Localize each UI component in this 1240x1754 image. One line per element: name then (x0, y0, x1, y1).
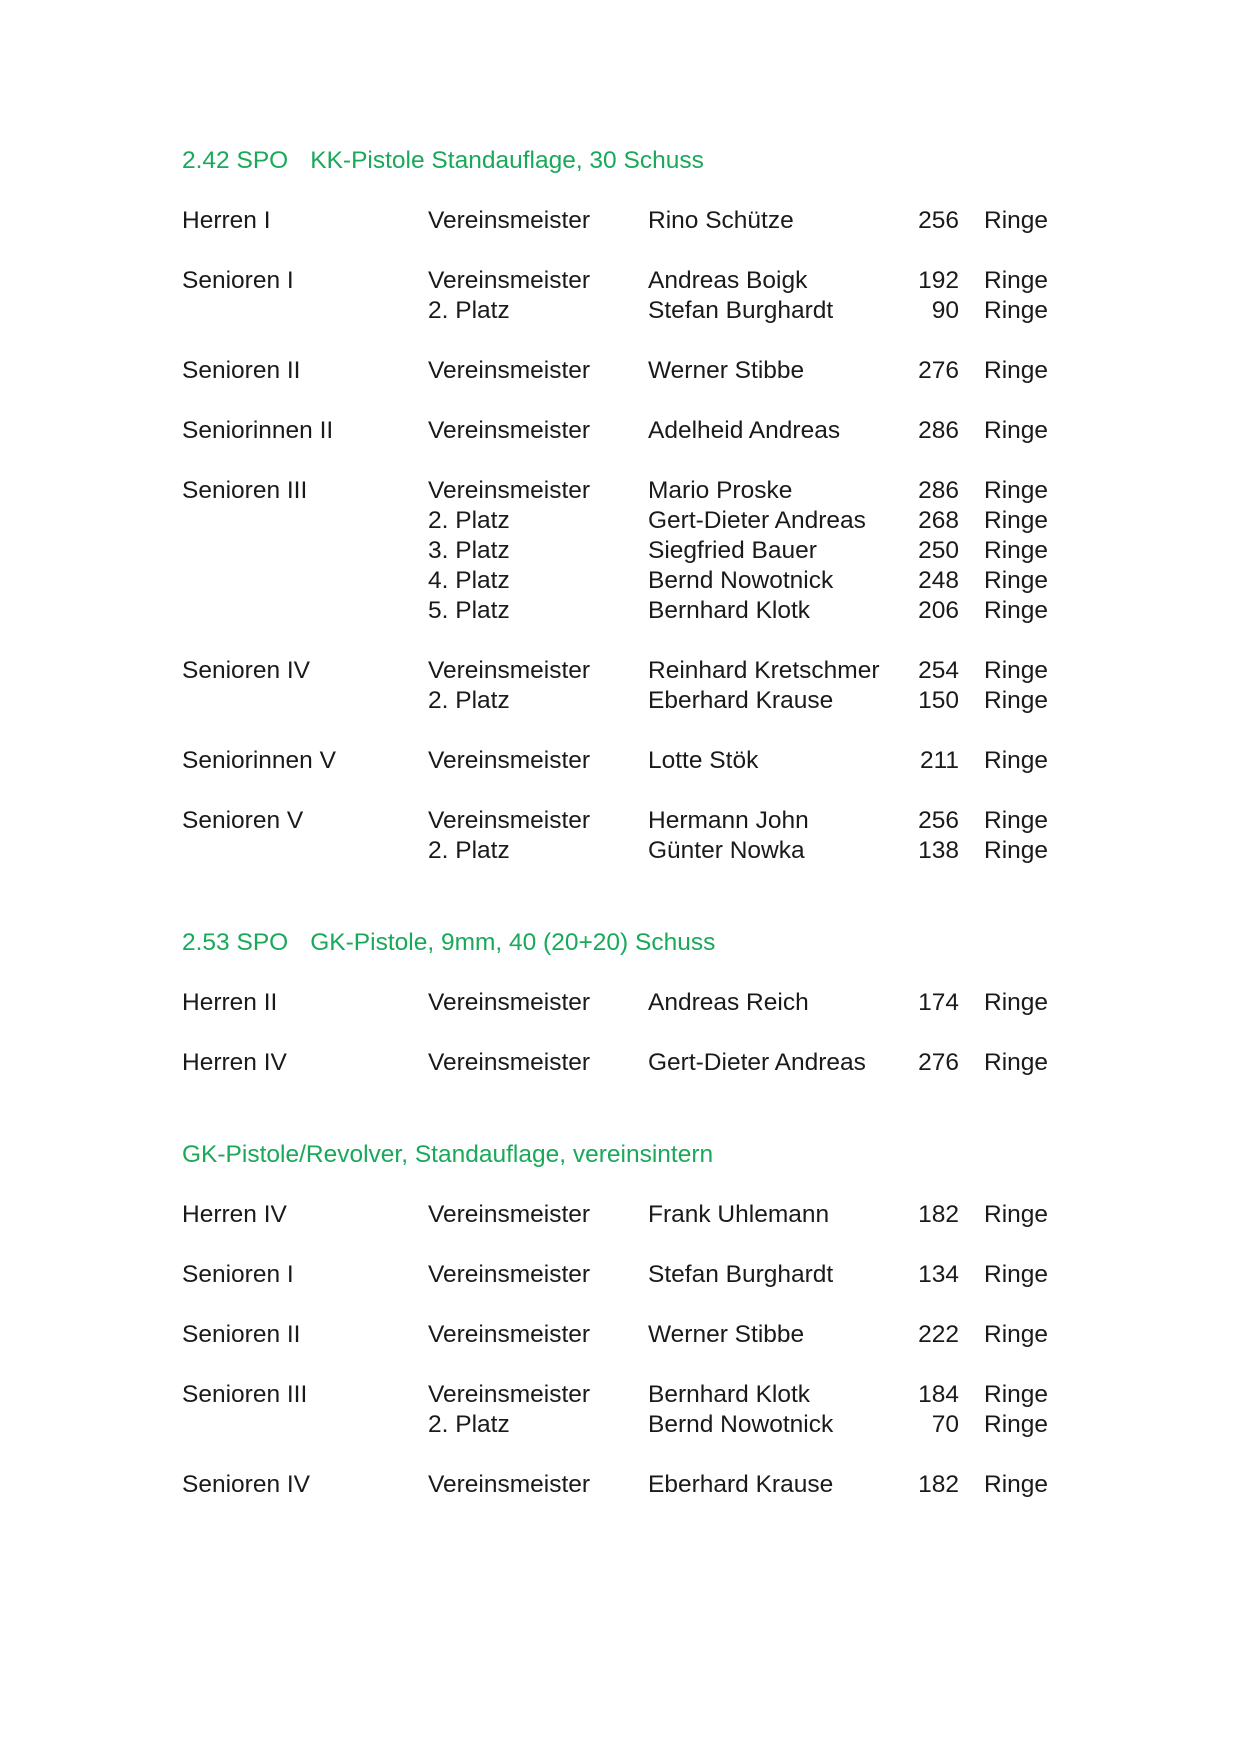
results-section (182, 146, 1082, 866)
shooter-name: Eberhard Krause (648, 687, 834, 714)
section-title (182, 146, 1082, 176)
class-label (182, 536, 428, 566)
class-label: Senioren I (182, 267, 294, 294)
score-unit: Ringe (984, 747, 1049, 774)
section-results (182, 1200, 1082, 1500)
placement: Vereinsmeister (428, 207, 591, 234)
score-unit: Ringe (984, 357, 1049, 384)
score-unit: Ringe (984, 1049, 1049, 1076)
result-row (182, 1320, 1082, 1350)
placement: 4. Platz (428, 567, 510, 594)
shooter-name: Bernhard Klotk (648, 1381, 811, 1408)
shooter-name: Andreas Reich (648, 989, 809, 1016)
score-value: 211 (919, 747, 959, 774)
class-label: Herren I (182, 207, 271, 234)
placement: Vereinsmeister (428, 1049, 591, 1076)
result-row (182, 536, 1082, 566)
result-row (182, 836, 1082, 866)
result-row (182, 356, 1082, 386)
class-group (182, 656, 1082, 716)
class-group (182, 1320, 1082, 1350)
section-results (182, 988, 1082, 1078)
shooter-name: Hermann John (648, 807, 809, 834)
score-value: 184 (918, 1381, 959, 1408)
section-name: GK-Pistole, 9mm, 40 (20+20) Schuss (310, 929, 716, 956)
result-row (182, 266, 1082, 296)
class-group (182, 416, 1082, 446)
score-value: 256 (918, 207, 959, 234)
section-code: 2.53 SPO (182, 929, 289, 956)
result-row (182, 988, 1082, 1018)
score-unit: Ringe (984, 507, 1049, 534)
class-label (182, 686, 428, 716)
result-row (182, 1048, 1082, 1078)
shooter-name: Eberhard Krause (648, 1471, 834, 1498)
class-group (182, 1380, 1082, 1440)
shooter-name: Bernd Nowotnick (648, 567, 834, 594)
score-value: 250 (918, 537, 959, 564)
score-unit: Ringe (984, 1471, 1049, 1498)
class-label (182, 506, 428, 536)
score-unit: Ringe (984, 267, 1049, 294)
result-row (182, 596, 1082, 626)
placement: 3. Platz (428, 537, 510, 564)
class-group (182, 476, 1082, 626)
class-group (182, 1470, 1082, 1500)
placement: 2. Platz (428, 687, 510, 714)
score-value: 90 (931, 297, 959, 324)
score-value: 138 (918, 837, 959, 864)
result-row (182, 566, 1082, 596)
shooter-name: Lotte Stök (648, 747, 759, 774)
score-value: 286 (918, 417, 959, 444)
class-label: Senioren III (182, 1381, 308, 1408)
shooter-name: Rino Schütze (648, 207, 794, 234)
score-unit: Ringe (984, 567, 1049, 594)
class-group (182, 1048, 1082, 1078)
shooter-name: Frank Uhlemann (648, 1201, 830, 1228)
class-group (182, 206, 1082, 236)
result-row (182, 806, 1082, 836)
result-row (182, 1260, 1082, 1290)
class-group (182, 356, 1082, 386)
class-label (182, 566, 428, 596)
placement: Vereinsmeister (428, 747, 591, 774)
placement: Vereinsmeister (428, 1261, 591, 1288)
result-row (182, 686, 1082, 716)
result-row (182, 746, 1082, 776)
placement: Vereinsmeister (428, 1321, 591, 1348)
score-value: 150 (918, 687, 959, 714)
shooter-name: Günter Nowka (648, 837, 805, 864)
score-unit: Ringe (984, 687, 1049, 714)
section-results (182, 206, 1082, 866)
score-value: 254 (918, 657, 959, 684)
class-group (182, 806, 1082, 866)
section-code: 2.42 SPO (182, 147, 289, 174)
class-label: Senioren II (182, 1321, 301, 1348)
score-unit: Ringe (984, 477, 1049, 504)
score-unit: Ringe (984, 1201, 1049, 1228)
shooter-name: Mario Proske (648, 477, 793, 504)
shooter-name: Reinhard Kretschmer (648, 657, 880, 684)
score-value: 174 (918, 989, 959, 1016)
placement: Vereinsmeister (428, 1201, 591, 1228)
placement: 2. Platz (428, 837, 510, 864)
score-unit: Ringe (984, 597, 1049, 624)
result-row (182, 1380, 1082, 1410)
class-label (182, 1410, 428, 1440)
placement: 2. Platz (428, 507, 510, 534)
placement: Vereinsmeister (428, 1471, 591, 1498)
placement: Vereinsmeister (428, 989, 591, 1016)
score-value: 256 (918, 807, 959, 834)
score-unit: Ringe (984, 417, 1049, 444)
score-unit: Ringe (984, 537, 1049, 564)
result-row (182, 506, 1082, 536)
placement: 2. Platz (428, 1411, 510, 1438)
section-title (182, 1140, 1082, 1170)
result-row (182, 1470, 1082, 1500)
placement: 2. Platz (428, 297, 510, 324)
class-label (182, 296, 428, 326)
class-label: Herren IV (182, 1049, 287, 1076)
class-label: Herren IV (182, 1201, 287, 1228)
result-row (182, 206, 1082, 236)
class-label: Senioren I (182, 1261, 294, 1288)
class-label: Senioren V (182, 807, 304, 834)
score-value: 248 (918, 567, 959, 594)
score-value: 286 (918, 477, 959, 504)
score-unit: Ringe (984, 1321, 1049, 1348)
shooter-name: Adelheid Andreas (648, 417, 841, 444)
shooter-name: Stefan Burghardt (648, 297, 834, 324)
score-value: 192 (918, 267, 959, 294)
placement: Vereinsmeister (428, 1381, 591, 1408)
class-label: Seniorinnen V (182, 747, 336, 774)
section-name: KK-Pistole Standauflage, 30 Schuss (310, 147, 704, 174)
class-label: Senioren III (182, 477, 308, 504)
result-row (182, 1410, 1082, 1440)
class-label (182, 596, 428, 626)
placement: Vereinsmeister (428, 477, 591, 504)
placement: Vereinsmeister (428, 357, 591, 384)
result-row (182, 296, 1082, 326)
score-value: 134 (918, 1261, 959, 1288)
placement: Vereinsmeister (428, 807, 591, 834)
result-row (182, 416, 1082, 446)
score-unit: Ringe (984, 657, 1049, 684)
shooter-name: Werner Stibbe (648, 357, 805, 384)
result-row (182, 1200, 1082, 1230)
score-value: 182 (918, 1471, 959, 1498)
score-unit: Ringe (984, 989, 1049, 1016)
class-group (182, 988, 1082, 1018)
score-unit: Ringe (984, 1411, 1049, 1438)
score-unit: Ringe (984, 1381, 1049, 1408)
score-value: 206 (918, 597, 959, 624)
score-unit: Ringe (984, 837, 1049, 864)
section-name: GK-Pistole/Revolver, Standauflage, vereinsintern (182, 1141, 714, 1168)
score-unit: Ringe (984, 297, 1049, 324)
class-group (182, 746, 1082, 776)
shooter-name: Gert-Dieter Andreas (648, 507, 866, 534)
shooter-name: Gert-Dieter Andreas (648, 1049, 866, 1076)
class-label: Senioren IV (182, 657, 311, 684)
score-value: 276 (918, 1049, 959, 1076)
shooter-name: Bernhard Klotk (648, 597, 811, 624)
shooter-name: Siegfried Bauer (648, 537, 817, 564)
shooter-name: Bernd Nowotnick (648, 1411, 834, 1438)
shooter-name: Stefan Burghardt (648, 1261, 834, 1288)
results-document (182, 146, 1082, 1500)
score-unit: Ringe (984, 807, 1049, 834)
placement: Vereinsmeister (428, 417, 591, 444)
placement: Vereinsmeister (428, 657, 591, 684)
results-section (182, 1140, 1082, 1500)
placement: Vereinsmeister (428, 267, 591, 294)
results-section (182, 928, 1082, 1078)
class-label: Herren II (182, 989, 278, 1016)
score-unit: Ringe (984, 207, 1049, 234)
section-title (182, 928, 1082, 958)
score-value: 268 (918, 507, 959, 534)
shooter-name: Werner Stibbe (648, 1321, 805, 1348)
result-row (182, 656, 1082, 686)
class-group (182, 1260, 1082, 1290)
score-value: 276 (918, 357, 959, 384)
class-label: Senioren IV (182, 1471, 311, 1498)
shooter-name: Andreas Boigk (648, 267, 808, 294)
score-value: 182 (918, 1201, 959, 1228)
score-unit: Ringe (984, 1261, 1049, 1288)
class-label (182, 836, 428, 866)
class-group (182, 266, 1082, 326)
class-label: Senioren II (182, 357, 301, 384)
score-value: 222 (918, 1321, 959, 1348)
score-value: 70 (931, 1411, 959, 1438)
placement: 5. Platz (428, 597, 510, 624)
result-row (182, 476, 1082, 506)
class-label: Seniorinnen II (182, 417, 334, 444)
class-group (182, 1200, 1082, 1230)
